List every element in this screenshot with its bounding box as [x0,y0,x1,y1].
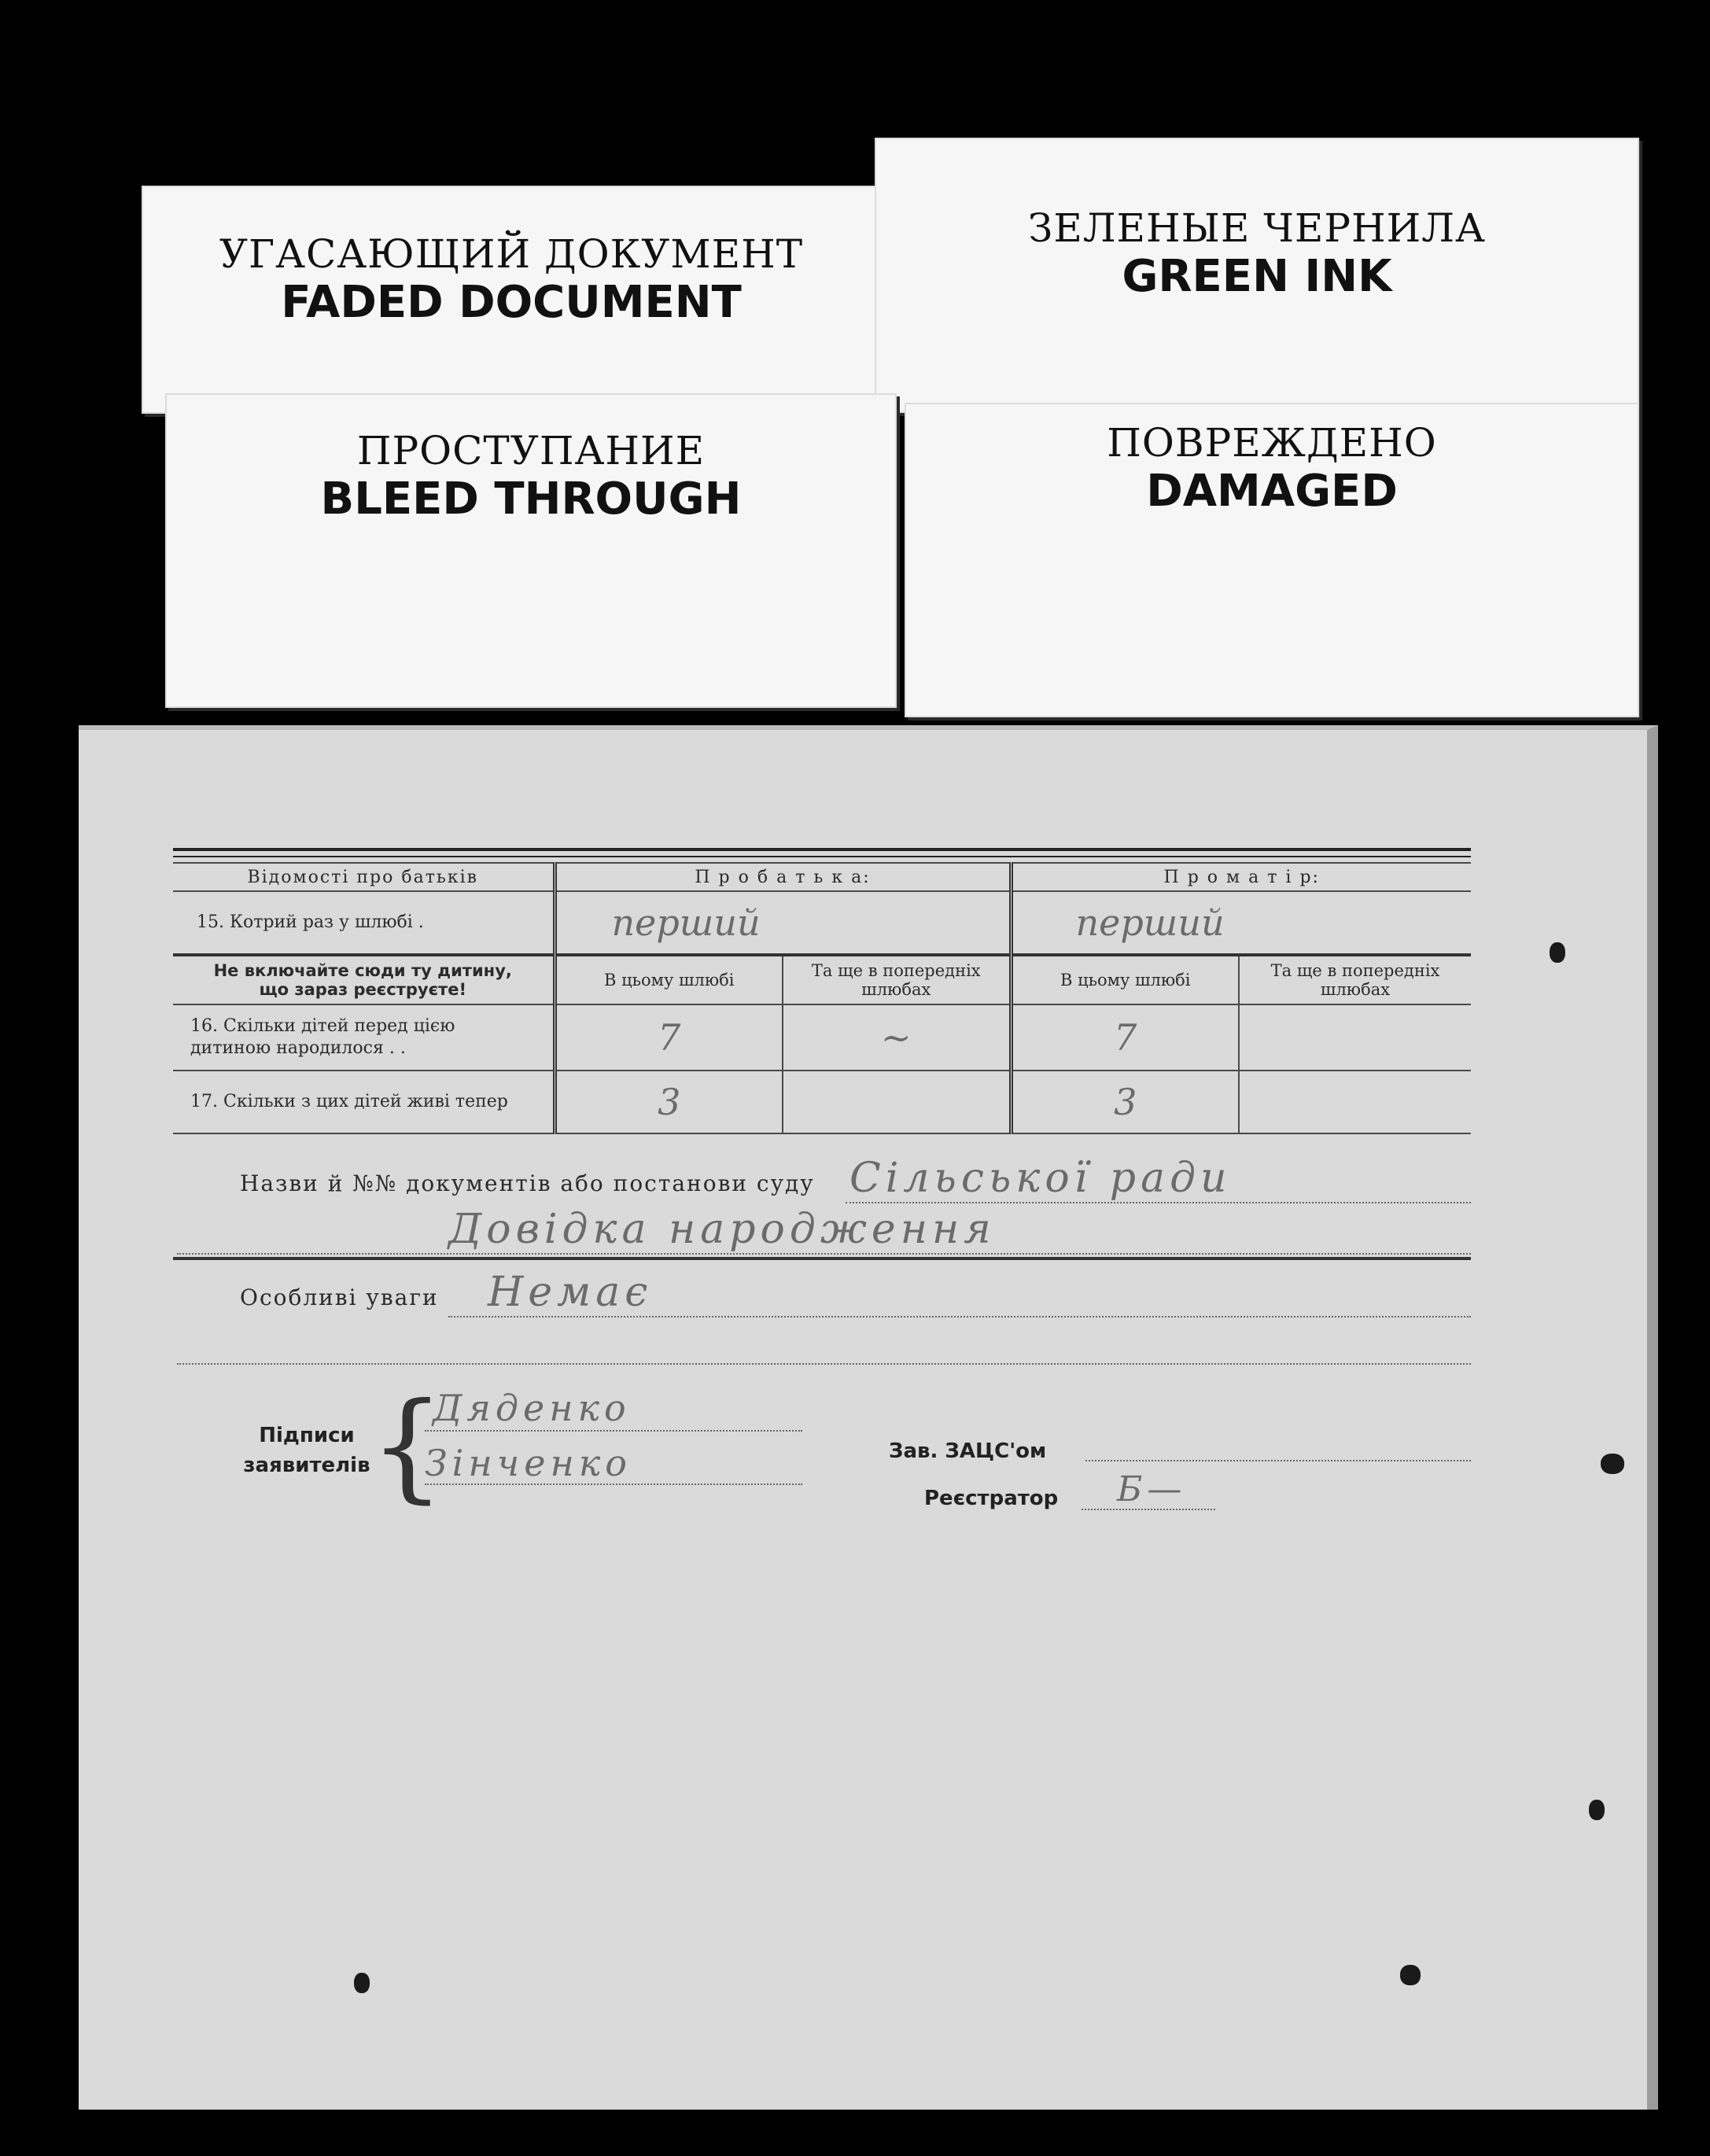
handwritten-value [783,1071,1011,1133]
col-label-line: шлюбах [1320,980,1391,999]
signatures-label-line: заявителів [243,1454,370,1477]
table-row-17 [173,1071,1471,1133]
row-label [173,1004,555,1071]
handwritten-value: 7 [555,1004,783,1071]
faded-document-card [142,186,881,414]
warning-line: що зараз реєструєте! [259,980,467,999]
dotted-line [448,1316,1471,1318]
handwritten-value [1239,1071,1471,1133]
registrar-label: Реєстратор [924,1487,1059,1510]
dotted-line [1082,1509,1215,1510]
card-title-en: FADED DOCUMENT [281,277,742,328]
damage-hole [1601,1454,1624,1474]
col-this-marriage: В цьому шлюбі [1011,955,1239,1004]
documents-label: Назви й №№ документів або постанови суду [240,1170,815,1196]
table-row-16 [173,1004,1471,1071]
signatures-brace: { [370,1378,445,1515]
col-label-line: Та ще в попередніх [1270,961,1440,980]
row-label: 15. Котрий раз у шлюбі . [173,891,555,955]
handwritten-value: 3 [555,1071,783,1133]
dotted-line [425,1430,802,1432]
signature-handwritten: Зінченко [425,1442,632,1484]
card-title-ru: ЗЕЛЕНЫЕ ЧЕРНИЛА [1028,205,1486,251]
damage-hole [354,1973,370,1993]
header-label: Відомості про батьків [173,863,555,891]
header-father: П р о б а т ь к а: [555,863,1011,891]
signature-handwritten: Дяденко [433,1387,631,1429]
dotted-line [177,1363,1471,1365]
card-title-en: BLEED THROUGH [320,474,742,525]
card-title-ru: ПРОСТУПАНИЕ [356,428,706,474]
dotted-line [425,1483,802,1485]
green-ink-card [875,138,1639,413]
table-row-15 [173,891,1471,955]
col-label-line: шлюбах [861,980,931,999]
form-top-rule [173,856,1471,857]
damage-hole [1589,1800,1605,1820]
warning-line: Не включайте сюди ту дитину, [213,961,512,980]
card-title-ru: УГАСАЮЩИЙ ДОКУМЕНТ [219,231,804,277]
form-top-rule [173,848,1471,851]
handwritten-value: перший [555,891,1011,955]
row-label-line: дитиною народилося . . [190,1038,406,1058]
col-previous-marriages [1239,955,1471,1004]
warning-note [173,955,555,1004]
record-sheet [79,725,1658,2110]
parents-table [173,862,1471,1134]
signatures-label-line: Підписи [259,1424,355,1447]
col-label-line: Та ще в попередніх [811,961,981,980]
handwritten-value: 3 [1011,1071,1239,1133]
dotted-line [177,1253,1471,1255]
remarks-label: Особливі уваги [240,1284,439,1310]
form-bottom-rule [173,1257,1471,1260]
table-header-row [173,863,1471,891]
card-title-en: GREEN INK [1122,251,1392,302]
remarks-handwritten: Немає [488,1269,653,1316]
table-subheader-row [173,955,1471,1004]
head-of-registry-label: Зав. ЗАЦС'ом [889,1439,1047,1463]
damage-hole [1400,1965,1421,1985]
row-label-line: 16. Скільки дітей перед цією [190,1016,455,1036]
dotted-line [1085,1460,1471,1461]
col-previous-marriages [783,955,1011,1004]
documents-handwritten-line2: Довідка народження [448,1206,996,1253]
handwritten-value: ~ [783,1004,1011,1071]
registrar-handwritten: Б— [1117,1469,1187,1509]
documents-handwritten-line1: Сільської ради [849,1155,1232,1202]
card-title-en: DAMAGED [1146,466,1398,517]
bleed-through-card [165,393,897,708]
damage-hole [1550,942,1565,963]
card-title-ru: ПОВРЕЖДЕНО [1107,420,1437,466]
row-label: 17. Скільки з цих дітей живі тепер [173,1071,555,1133]
col-this-marriage: В цьому шлюбі [555,955,783,1004]
handwritten-value: перший [1011,891,1471,955]
header-mother: П р о м а т і р: [1011,863,1471,891]
handwritten-value [1239,1004,1471,1071]
handwritten-value: 7 [1011,1004,1239,1071]
damaged-card [905,403,1639,717]
dotted-line [846,1202,1471,1203]
